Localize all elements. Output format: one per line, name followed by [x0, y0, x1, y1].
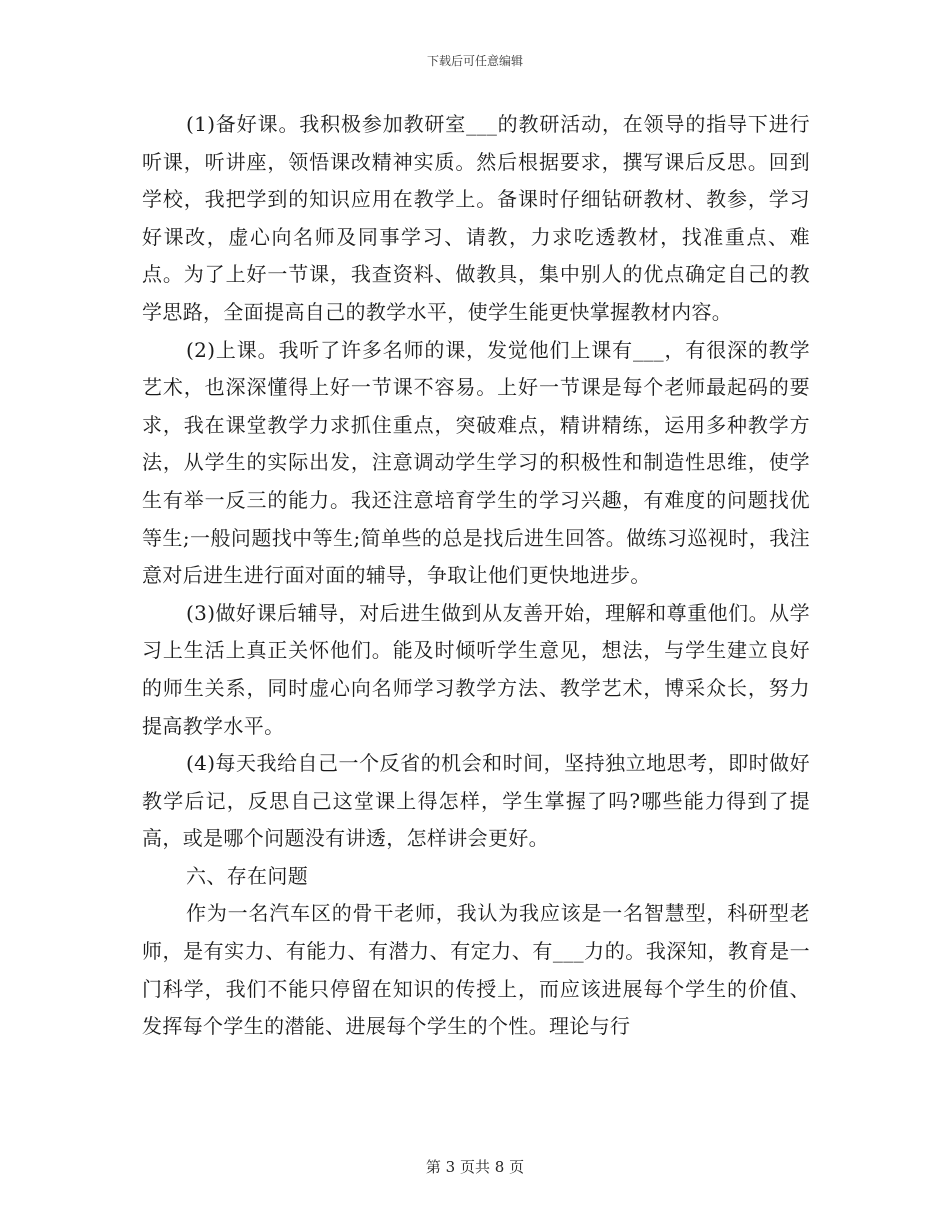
page-header: 下载后可任意编辑 [426, 54, 523, 68]
paragraph-existing-problems: 作为一名汽车区的骨干老师，我认为我应该是一名智慧型，科研型老师，是有实力、有能力、有潜力、有定力、有___力的。我深知，教育是一门科学，我们不能只停留在知识的传授上，而应该进展每个学生的价值、发挥每个学生的潜能、进展每个学生的个性。理论与行 [142, 901, 810, 1039]
paragraph-daily-reflection: (4)每天我给自己一个反省的机会和时间，坚持独立地思考，即时做好教学后记，反思自己这堂课上得怎样，学生掌握了吗?哪些能力得到了提高，或是哪个问题没有讲透，怎样讲会更好。 [142, 751, 810, 851]
paragraph-after-class-tutoring: (3)做好课后辅导，对后进生做到从友善开始，理解和尊重他们。从学习上生活上真正关怀他们。能及时倾听学生意见，想法，与学生建立良好的师生关系，同时虚心向名师学习教学方法、教学艺术，博采众长，努力提高教学水平。 [142, 600, 810, 738]
document-body [142, 106, 810, 1046]
page-number: 第 3 页共 8 页 [425, 1158, 525, 1176]
paragraph-prepare-lessons: (1)备好课。我积极参加教研室___的教研活动，在领导的指导下进行听课，听讲座，领悟课改精神实质。然后根据要求，撰写课后反思。回到学校，我把学到的知识应用在教学上。备课时仔细钻研教材、教参，学习好课改，虚心向名师及同事学习、请教，力求吃透教材，找准重点、难点。为了上好一节课，我查资料、做教具，集中别人的优点确定自己的教学思路，全面提高自己的教学水平，使学生能更快掌握教材内容。 [142, 112, 810, 324]
section-heading-existing-problems: 六、存在问题 [186, 863, 309, 888]
paragraph-teaching: (2)上课。我听了许多名师的课，发觉他们上课有___，有很深的教学艺术，也深深懂得上好一节课不容易。上好一节课是每个老师最起码的要求，我在课堂教学力求抓住重点，突破难点，精讲精练，运用多种教学方法，从学生的实际出发，注意调动学生学习的积极性和制造性思维，使学生有举一反三的能力。我还注意培育学生的学习兴趣，有难度的问题找优等生;一般问题找中等生;简单些的总是找后进生回答。做练习巡视时，我注意对后进生进行面对面的辅导，争取让他们更快地进步。 [142, 337, 810, 588]
